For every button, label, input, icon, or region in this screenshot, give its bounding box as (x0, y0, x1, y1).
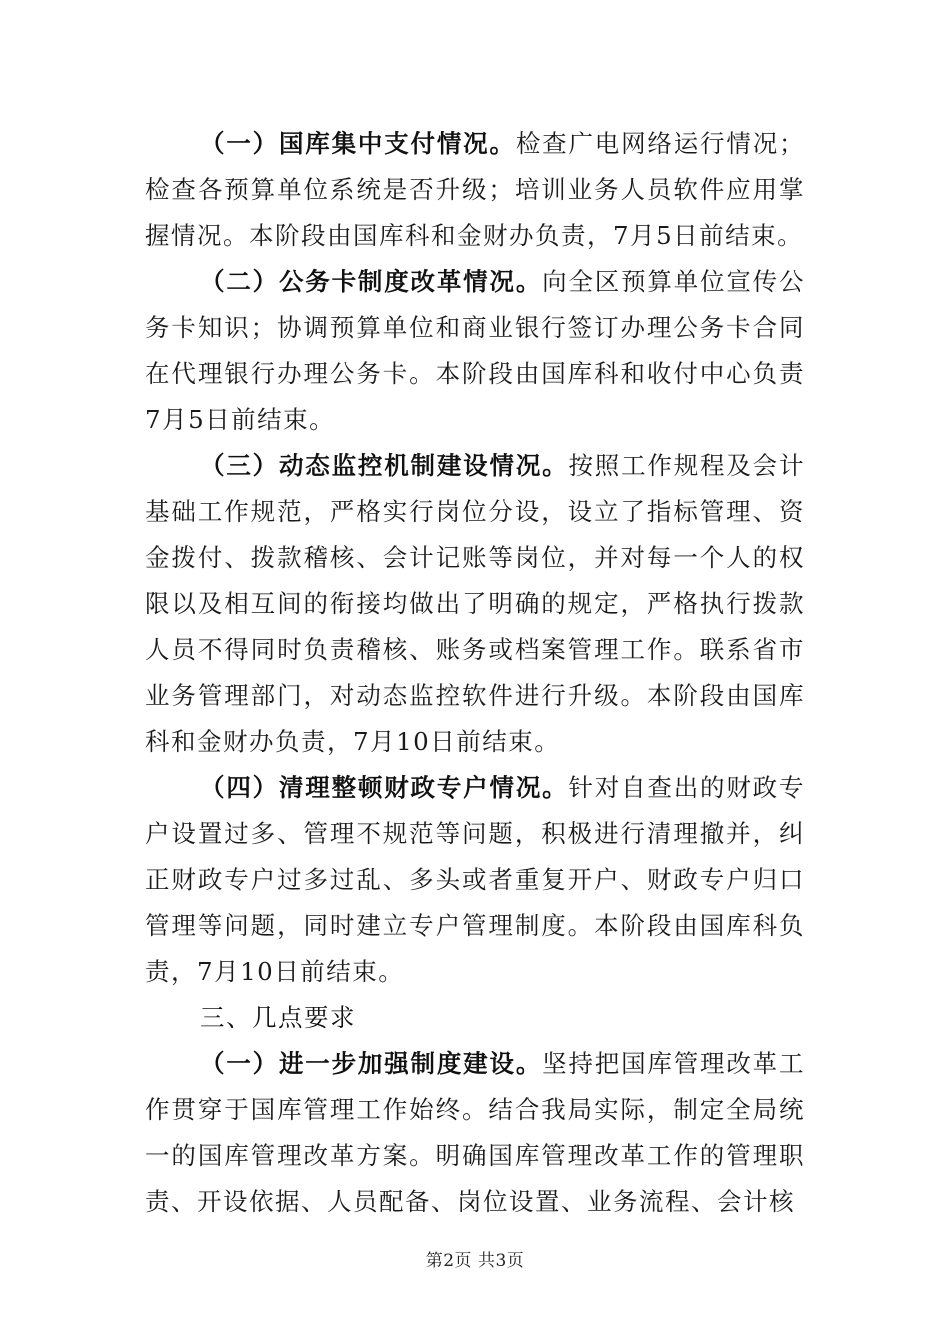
page-number-footer: 第2页 共3页 (425, 1251, 525, 1271)
paragraph-text: 检查广电网络运行情况；检查各预算单位系统是否升级；培训业务人员软件应用掌握情况。本阶段由国库科和金财办负责，7月5日前结束。 (145, 129, 806, 250)
paragraph-text: 按照工作规程及会计基础工作规范，严格实行岗位分设，设立了指标管理、资金拨付、拨款稽核、会计记账等岗位，并对每一个人的权限以及相互间的衔接均做出了明确的规定，严格执行拨款人员不得同时负责稽核、账务或档案管理工作。联系省市业务管理部门，对动态监控软件进行升级。本阶段由国库科和金财办负责，7月10日前结束。 (145, 451, 805, 756)
paragraph-heading: （二）公务卡制度改革情况。 (200, 267, 543, 296)
paragraph-heading: （一）国库集中支付情况。 (200, 129, 516, 158)
paragraph-text: 坚持把国库管理改革工作贯穿于国库管理工作始终。结合我局实际，制定全局统一的国库管理改革方案。明确国库管理改革工作的管理职责、开设依据、人员配备、岗位设置、业务流程、会计核 (145, 1049, 806, 1216)
paragraph-heading: （三）动态监控机制建设情况。 (200, 451, 569, 480)
paragraph-special-accounts (145, 765, 805, 995)
document-body (145, 121, 805, 1225)
paragraph-heading: （一）进一步加强制度建设。 (200, 1049, 543, 1078)
paragraph-heading: （四）清理整顿财政专户情况。 (200, 773, 569, 802)
paragraph-text: 针对自查出的财政专户设置过多、管理不规范等问题，积极进行清理撤并，纠正财政专户过多过乱、多头或者重复开户、财政专户归口管理等问题，同时建立专户管理制度。本阶段由国库科负责，7月10日前结束。 (145, 773, 805, 986)
paragraph-text: 向全区预算单位宣传公务卡知识；协调预算单位和商业银行签订办理公务卡合同在代理银行办理公务卡。本阶段由国库科和收付中心负责7月5日前结束。 (145, 267, 806, 434)
paragraph-official-card (145, 259, 805, 443)
paragraph-dynamic-monitoring (145, 443, 805, 765)
section-title: 三、几点要求 (200, 1003, 356, 1032)
paragraph-treasury-payment (145, 121, 805, 259)
paragraph-system-building (145, 1041, 805, 1225)
